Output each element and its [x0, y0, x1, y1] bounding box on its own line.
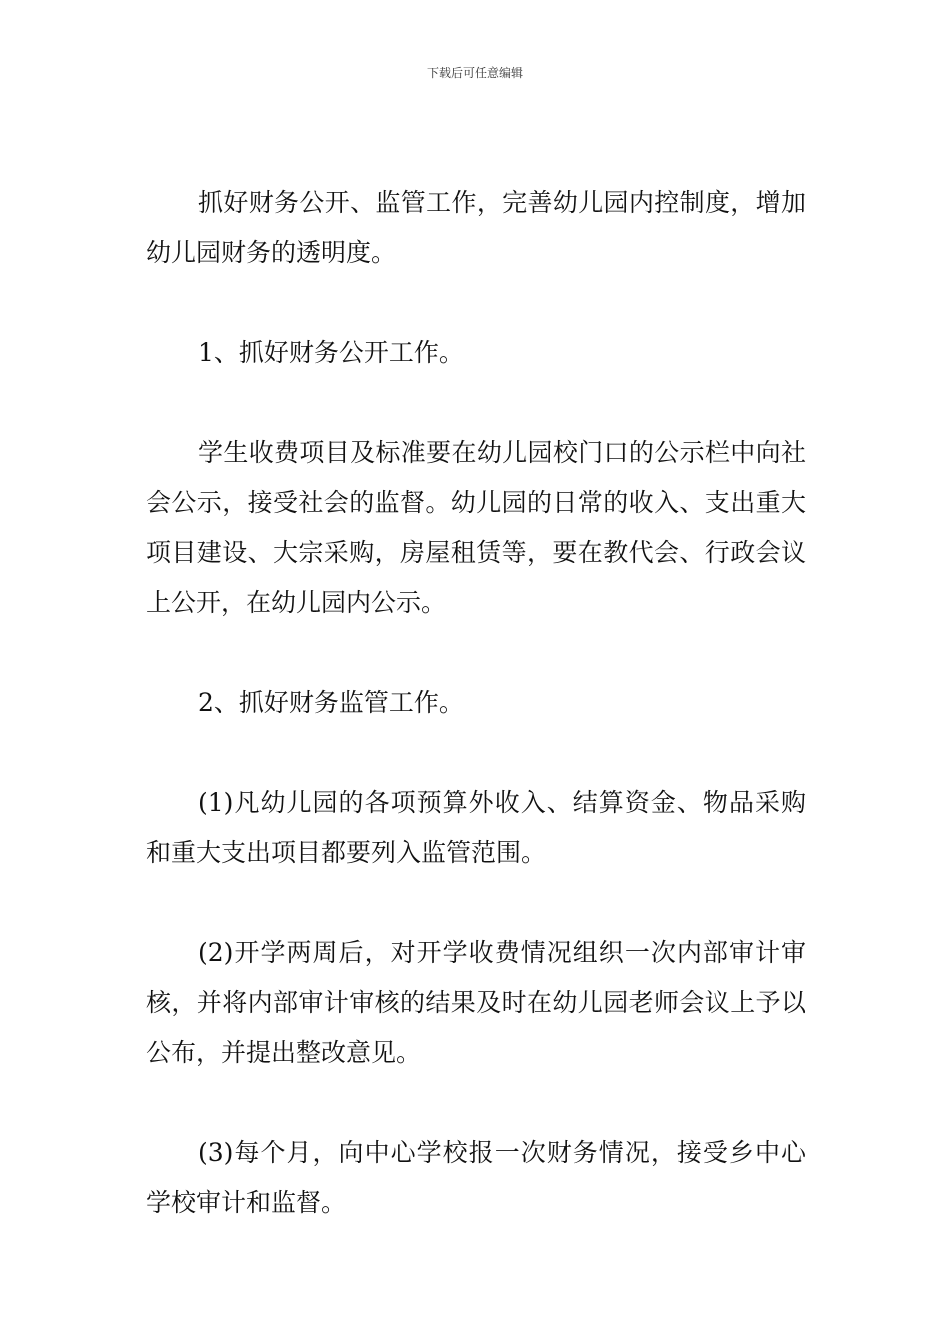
- paragraph-public-disclosure: 学生收费项目及标准要在幼儿园校门口的公示栏中向社会公示，接受社会的监督。幼儿园的日常的收入、支出重大项目建设、大宗采购，房屋租赁等，要在教代会、行政会议上公开，在幼儿园内公示。: [146, 438, 806, 617]
- section-heading-2: 2、抓好财务监管工作。: [198, 688, 464, 717]
- list-item-2: (2)开学两周后，对开学收费情况组织一次内部审计审核，并将内部审计审核的结果及时在幼儿园老师会议上予以公布，并提出整改意见。: [146, 938, 806, 1067]
- section-heading-1: 1、抓好财务公开工作。: [198, 338, 464, 367]
- document-body: [146, 178, 806, 1278]
- paragraph-intro: 抓好财务公开、监管工作，完善幼儿园内控制度，增加幼儿园财务的透明度。: [146, 188, 806, 267]
- list-item-1: (1)凡幼儿园的各项预算外收入、结算资金、物品采购和重大支出项目都要列入监管范围。: [146, 788, 806, 867]
- page-header-note: 下载后可任意编辑: [426, 66, 523, 80]
- list-item-3: (3)每个月，向中心学校报一次财务情况，接受乡中心学校审计和监督。: [146, 1138, 806, 1217]
